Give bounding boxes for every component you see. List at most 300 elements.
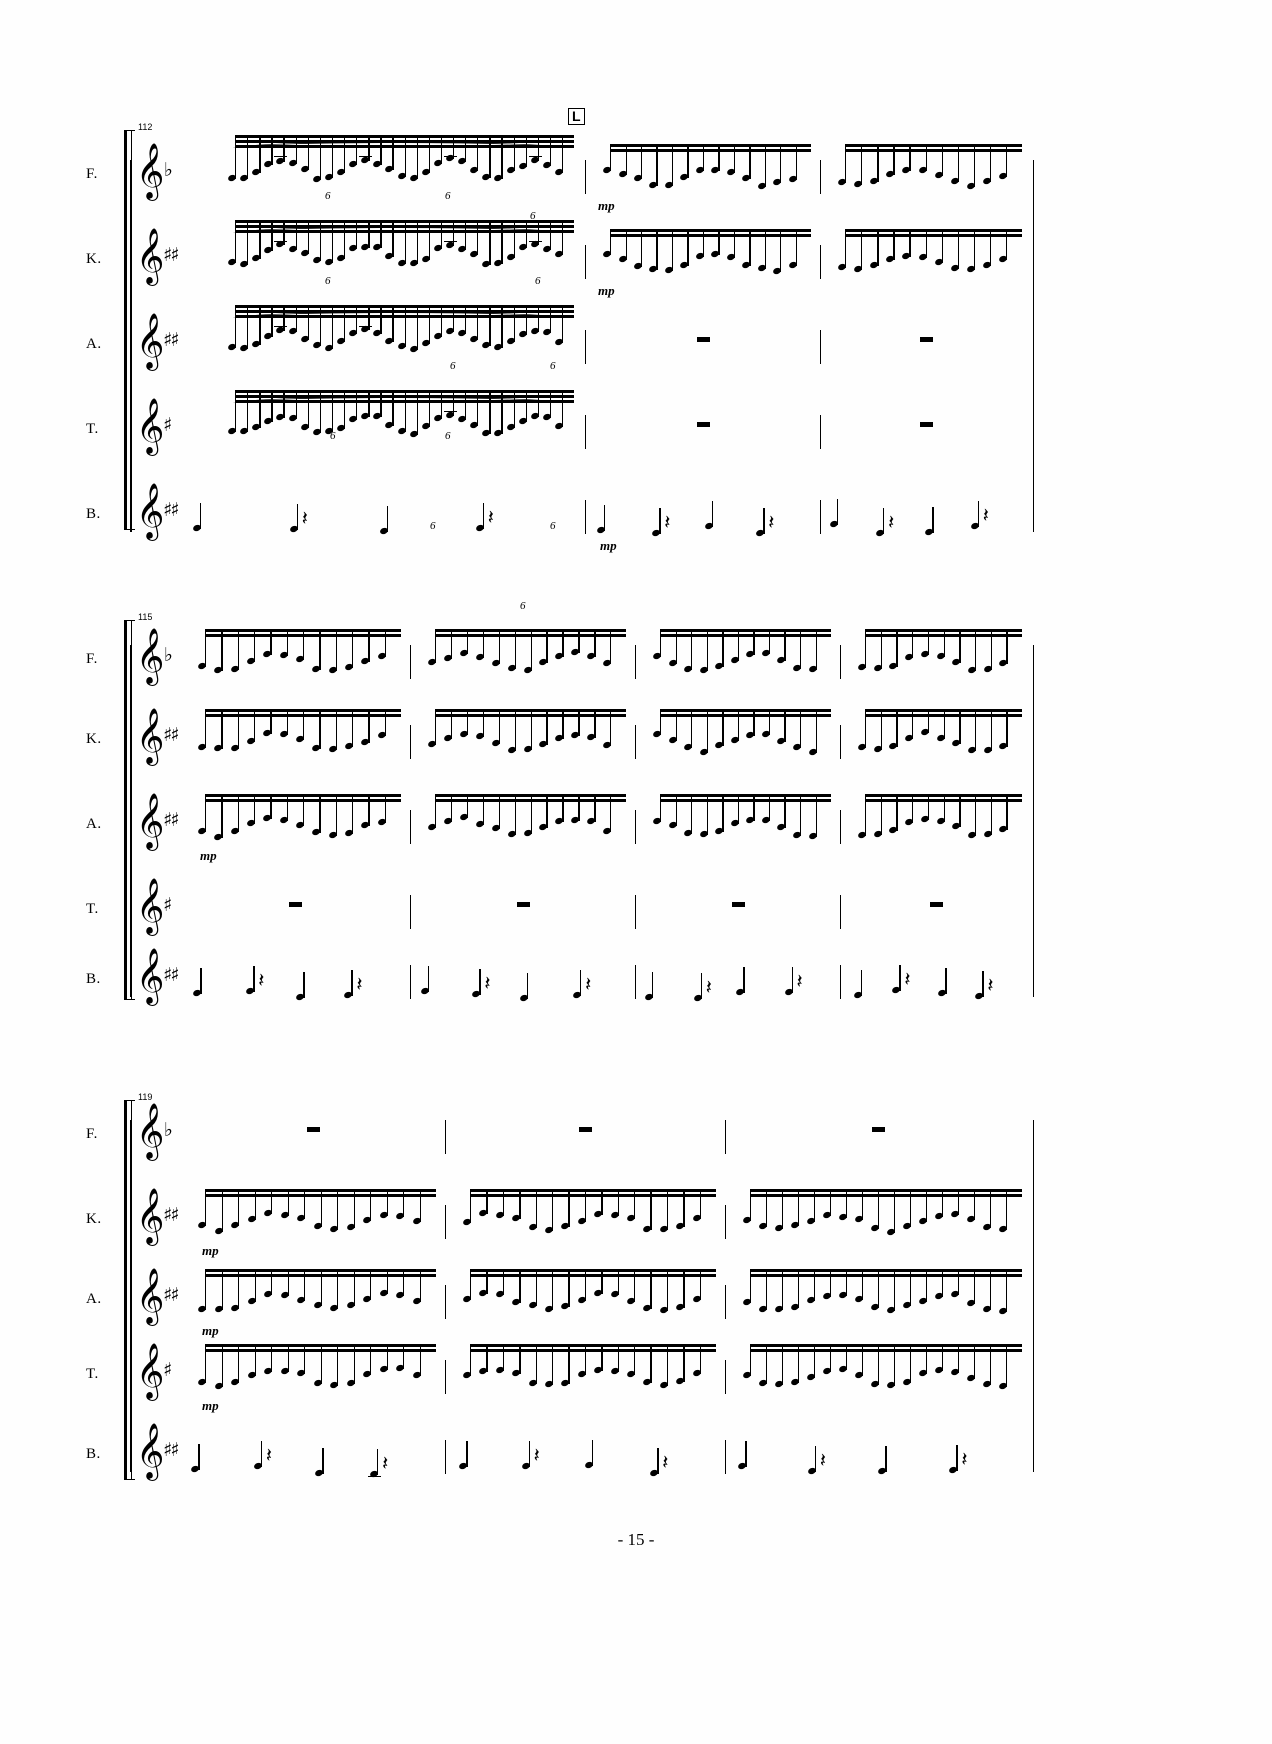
staff-t <box>86 878 1035 934</box>
beam <box>660 714 831 717</box>
treble-clef-icon: 𝄞 <box>136 628 165 684</box>
part-label-3: T. <box>86 901 99 917</box>
barline <box>635 725 636 759</box>
eighth-rest: 𝄽 <box>819 1448 827 1473</box>
whole-measure-rest <box>579 1127 592 1132</box>
beam <box>235 305 574 308</box>
tuplet-number: 6 <box>330 430 336 442</box>
note-stem <box>271 1269 272 1295</box>
note-stem <box>899 965 900 991</box>
note-stem <box>657 1448 658 1474</box>
ledger-line <box>444 241 457 242</box>
barline <box>725 1205 726 1239</box>
note-stem <box>503 1269 504 1295</box>
system-end-barline <box>1033 1120 1034 1472</box>
barline <box>635 895 636 929</box>
note-stem <box>792 967 793 993</box>
beam <box>470 1269 716 1272</box>
note-stem <box>377 1449 378 1475</box>
beam <box>750 1269 1022 1272</box>
barline <box>725 1120 726 1154</box>
staff-lines <box>130 895 1035 929</box>
whole-measure-rest <box>920 337 933 342</box>
note-stem <box>978 501 979 527</box>
staff-b <box>86 483 1035 539</box>
beam <box>205 794 401 797</box>
beam <box>660 709 831 712</box>
note-stem <box>387 1189 388 1216</box>
note-stem <box>387 1269 388 1294</box>
beam <box>750 1274 1022 1277</box>
ledger-line <box>359 156 372 157</box>
system-3 <box>86 1092 1035 1480</box>
note-stem <box>928 709 929 733</box>
note-stem <box>403 1269 404 1296</box>
beam <box>435 709 626 712</box>
measure-number: 119 <box>138 1092 153 1102</box>
beam <box>435 794 626 797</box>
beam <box>660 634 831 637</box>
note-stem <box>198 1444 199 1470</box>
whole-measure-rest <box>697 337 710 342</box>
whole-measure-rest <box>307 1127 320 1132</box>
treble-clef-icon: 𝄞 <box>136 1103 165 1159</box>
tuplet-number: 6 <box>325 190 331 202</box>
treble-clef-icon: 𝄞 <box>136 793 165 849</box>
note-stem <box>837 499 838 525</box>
barline <box>410 645 411 679</box>
note-stem <box>253 966 254 992</box>
note-stem <box>200 503 201 529</box>
beam <box>205 1344 436 1347</box>
eighth-rest: 𝄽 <box>265 1442 273 1467</box>
beam <box>470 1194 716 1197</box>
system-end-barline <box>1033 645 1034 997</box>
part-label-3: T. <box>86 421 99 437</box>
note-stem <box>846 1269 847 1296</box>
beam <box>660 794 831 797</box>
staff-f <box>86 628 1035 684</box>
dynamic-marking: mp <box>598 283 615 298</box>
note-stem <box>958 1189 959 1215</box>
eighth-rest: 𝄽 <box>768 509 775 534</box>
beam <box>435 629 626 632</box>
measure-number: 115 <box>138 612 153 622</box>
note-stem <box>261 1441 262 1467</box>
tuplet-number: 6 <box>450 360 456 372</box>
note-stem <box>861 970 862 996</box>
note-stem <box>763 508 764 534</box>
barline <box>725 1440 726 1474</box>
tuplet-number: 6 <box>550 360 556 372</box>
note-stem <box>701 973 702 999</box>
beam <box>865 629 1022 632</box>
note-stem <box>618 1269 619 1295</box>
beam <box>845 149 1022 152</box>
note-stem <box>601 1189 602 1215</box>
staff-k <box>86 228 1035 284</box>
note-stem <box>527 973 528 999</box>
barline <box>820 330 821 364</box>
barline <box>445 1120 446 1154</box>
beam <box>235 135 574 138</box>
treble-clef-icon: 𝄞 <box>136 228 165 284</box>
barline <box>820 500 821 534</box>
beam <box>470 1344 716 1347</box>
note-stem <box>956 1445 957 1471</box>
beam <box>235 390 574 393</box>
beam <box>845 234 1022 237</box>
note-stem <box>945 968 946 994</box>
note-stem <box>403 1344 404 1369</box>
barline <box>840 645 841 679</box>
beam <box>205 799 401 802</box>
eighth-rest: 𝄽 <box>533 1443 540 1468</box>
note-stem <box>467 629 468 654</box>
staff-k <box>86 708 1035 764</box>
dynamic-marking: mp <box>200 848 217 863</box>
beam <box>205 1274 436 1277</box>
whole-measure-rest <box>517 902 530 907</box>
tuplet-number: 6 <box>445 430 451 442</box>
note-stem <box>928 794 929 820</box>
part-label-2: A. <box>86 1291 102 1307</box>
part-label-4: B. <box>86 506 101 522</box>
treble-clef-icon: 𝄞 <box>136 143 165 199</box>
note-stem <box>479 969 480 995</box>
beam <box>435 714 626 717</box>
eighth-rest: 𝄽 <box>258 967 265 992</box>
note-stem <box>270 794 271 819</box>
barline <box>820 245 821 279</box>
note-stem <box>942 1344 943 1371</box>
dynamic-marking: mp <box>202 1243 219 1258</box>
eighth-rest: 𝄽 <box>664 509 671 534</box>
system-2 <box>86 612 1035 1004</box>
note-stem <box>529 1441 530 1467</box>
beam <box>865 799 1022 802</box>
key-signature: ♯♯ <box>163 244 178 266</box>
ledger-line <box>444 156 457 157</box>
part-label-1: K. <box>86 731 102 747</box>
part-label-0: F. <box>86 1126 98 1142</box>
part-label-2: A. <box>86 816 102 832</box>
beam <box>470 1274 716 1277</box>
tuplet-number: 6 <box>535 275 541 287</box>
beam <box>750 1349 1022 1352</box>
barline <box>585 415 586 449</box>
tuplet-number: 6 <box>550 520 556 532</box>
note-stem <box>387 1344 388 1370</box>
barline <box>445 1285 446 1319</box>
key-signature: ♯♯ <box>163 1204 178 1226</box>
treble-clef-icon: 𝄞 <box>136 1188 165 1244</box>
treble-clef-icon: 𝄞 <box>136 313 165 369</box>
note-stem <box>712 501 713 527</box>
eighth-rest: 𝄽 <box>382 1450 389 1475</box>
note-stem <box>982 971 983 997</box>
beam <box>205 1349 436 1352</box>
note-stem <box>745 1441 746 1467</box>
ledger-line <box>274 241 287 242</box>
tuplet-number: 6 <box>530 210 536 222</box>
beam <box>470 1349 716 1352</box>
note-stem <box>322 1448 323 1474</box>
note-stem <box>270 709 271 734</box>
staff-f <box>86 1103 1035 1159</box>
rehearsal-mark-L: L <box>568 108 585 125</box>
tuplet-number: 6 <box>520 600 526 612</box>
barline <box>410 725 411 759</box>
barline <box>725 1360 726 1394</box>
part-label-3: T. <box>86 1366 99 1382</box>
note-stem <box>928 629 929 655</box>
note-stem <box>958 1269 959 1295</box>
note-stem <box>580 970 581 996</box>
note-stem <box>200 968 201 994</box>
ledger-line <box>529 241 542 242</box>
note-stem <box>753 629 754 655</box>
ledger-line <box>274 326 287 327</box>
whole-measure-rest <box>920 422 933 427</box>
staff-t <box>86 398 1035 454</box>
key-signature: ♯♯ <box>163 499 178 521</box>
treble-clef-icon: 𝄞 <box>136 1423 165 1479</box>
eighth-rest: 𝄽 <box>888 510 895 534</box>
eighth-rest: 𝄽 <box>705 974 712 999</box>
note-stem <box>846 1344 847 1370</box>
beam <box>610 144 811 147</box>
ledger-line <box>368 1476 381 1477</box>
key-signature: ♯ <box>163 1359 171 1381</box>
part-label-1: K. <box>86 251 102 267</box>
beam <box>750 1194 1022 1197</box>
treble-clef-icon: 𝄞 <box>136 1268 165 1324</box>
dynamic-marking: mp <box>598 198 615 213</box>
note-stem <box>610 229 611 255</box>
note-stem <box>660 709 661 735</box>
key-signature: ♯♯ <box>163 964 178 986</box>
ledger-line <box>444 411 457 412</box>
barline <box>635 965 636 999</box>
staff-k <box>86 1188 1035 1244</box>
eighth-rest: 𝄽 <box>796 968 803 993</box>
barline <box>445 1440 446 1474</box>
beam <box>435 799 626 802</box>
note-stem <box>753 794 754 821</box>
system-1 <box>86 108 1035 612</box>
barline <box>840 810 841 844</box>
barline <box>840 895 841 929</box>
barline <box>585 500 586 534</box>
barline <box>725 1285 726 1319</box>
whole-measure-rest <box>930 902 943 907</box>
beam <box>865 714 1022 717</box>
note-stem <box>659 508 660 534</box>
note-stem <box>270 629 271 655</box>
barline <box>635 645 636 679</box>
barline <box>410 810 411 844</box>
measure-number: 112 <box>138 122 153 132</box>
system-end-barline <box>1033 160 1034 532</box>
note-stem <box>718 229 719 255</box>
system-left-barline <box>130 160 132 532</box>
ledger-line <box>359 326 372 327</box>
note-stem <box>297 504 298 530</box>
barline <box>585 330 586 364</box>
page-number: - 15 - <box>617 1530 655 1549</box>
beam <box>235 220 574 223</box>
barline <box>585 160 586 194</box>
whole-measure-rest <box>697 422 710 427</box>
treble-clef-icon: 𝄞 <box>136 398 165 454</box>
part-label-4: B. <box>86 1446 101 1462</box>
system-left-barline <box>130 645 132 997</box>
key-signature: ♯ <box>163 414 171 436</box>
note-stem <box>885 1446 886 1472</box>
treble-clef-icon: 𝄞 <box>136 878 165 934</box>
note-stem <box>769 709 770 735</box>
tuplet-number: 6 <box>445 190 451 202</box>
beam <box>750 1189 1022 1192</box>
beam <box>205 709 401 712</box>
note-stem <box>578 709 579 736</box>
note-stem <box>466 1441 467 1467</box>
part-label-4: B. <box>86 971 101 987</box>
note-stem <box>287 709 288 735</box>
staff-a <box>86 793 1035 849</box>
beam <box>205 1189 436 1192</box>
staff-f <box>86 143 1035 199</box>
whole-measure-rest <box>732 902 745 907</box>
beam <box>750 1344 1022 1347</box>
key-signature: ♭ <box>164 644 171 666</box>
treble-clef-icon: 𝄞 <box>136 708 165 764</box>
dynamic-marking: mp <box>202 1398 219 1413</box>
key-signature: ♯♯ <box>163 329 178 351</box>
note-stem <box>769 629 770 654</box>
staff-lines <box>130 1120 1035 1154</box>
note-stem <box>578 629 579 653</box>
note-stem <box>385 709 386 736</box>
ledger-line <box>274 156 287 157</box>
note-stem <box>288 1269 289 1296</box>
note-stem <box>486 1189 487 1214</box>
eighth-rest: 𝄽 <box>982 502 989 527</box>
barline <box>410 895 411 929</box>
staff-b <box>86 1423 1035 1479</box>
note-stem <box>652 972 653 998</box>
key-signature: ♯♯ <box>163 1284 178 1306</box>
barline <box>840 725 841 759</box>
barline <box>445 1205 446 1239</box>
phrase-slur <box>233 312 562 324</box>
ledger-line <box>529 156 542 157</box>
beam <box>435 634 626 637</box>
beam <box>610 229 811 232</box>
phrase-slur <box>233 142 562 154</box>
part-label-0: F. <box>86 166 98 182</box>
treble-clef-icon: 𝄞 <box>136 483 165 539</box>
dynamic-marking: mp <box>202 1323 219 1338</box>
beam <box>865 634 1022 637</box>
note-stem <box>351 970 352 996</box>
staff-a <box>86 313 1035 369</box>
note-stem <box>428 966 429 992</box>
note-stem <box>483 503 484 529</box>
key-signature: ♯♯ <box>163 724 178 746</box>
eighth-rest: 𝄽 <box>487 505 494 530</box>
beam <box>845 229 1022 232</box>
beam <box>205 1194 436 1197</box>
barline <box>820 415 821 449</box>
note-stem <box>467 709 468 735</box>
note-stem <box>303 972 304 998</box>
eighth-rest: 𝄽 <box>662 1449 669 1474</box>
tuplet-number: 6 <box>430 520 436 532</box>
eighth-rest: 𝄽 <box>904 967 911 991</box>
eighth-rest: 𝄽 <box>987 973 994 997</box>
note-stem <box>815 1446 816 1472</box>
beam <box>470 1189 716 1192</box>
beam <box>610 234 811 237</box>
note-stem <box>486 1269 487 1294</box>
staff-t <box>86 1343 1035 1399</box>
part-label-2: A. <box>86 336 102 352</box>
note-stem <box>883 508 884 534</box>
note-stem <box>592 1440 593 1466</box>
note-stem <box>932 507 933 533</box>
note-stem <box>601 1269 602 1294</box>
barline <box>445 1360 446 1394</box>
part-label-1: K. <box>86 1211 102 1227</box>
beam <box>660 799 831 802</box>
note-stem <box>604 505 605 531</box>
staff-b <box>86 948 1035 1004</box>
beam <box>205 634 401 637</box>
beam <box>865 709 1022 712</box>
treble-clef-icon: 𝄞 <box>136 1343 165 1399</box>
beam <box>610 149 811 152</box>
whole-measure-rest <box>289 902 302 907</box>
barline <box>635 810 636 844</box>
note-stem <box>743 967 744 993</box>
whole-measure-rest <box>872 1127 885 1132</box>
key-signature: ♯♯ <box>163 1439 178 1461</box>
dynamic-marking: mp <box>600 538 617 553</box>
phrase-slur <box>233 397 562 409</box>
eighth-rest: 𝄽 <box>484 971 491 995</box>
eighth-rest: 𝄽 <box>356 972 363 997</box>
staff-a <box>86 1268 1035 1324</box>
system-left-barline <box>130 1120 132 1472</box>
key-signature: ♭ <box>164 159 171 181</box>
beam <box>205 629 401 632</box>
beam <box>845 144 1022 147</box>
barline <box>820 160 821 194</box>
tuplet-number: 6 <box>325 275 331 287</box>
phrase-slur <box>233 227 562 239</box>
treble-clef-icon: 𝄞 <box>136 948 165 1004</box>
beam <box>660 629 831 632</box>
note-stem <box>467 794 468 818</box>
part-label-0: F. <box>86 651 98 667</box>
barline <box>410 965 411 999</box>
key-signature: ♯ <box>163 894 171 916</box>
eighth-rest: 𝄽 <box>585 972 592 997</box>
eighth-rest: 𝄽 <box>961 1446 968 1471</box>
beam <box>205 1269 436 1272</box>
